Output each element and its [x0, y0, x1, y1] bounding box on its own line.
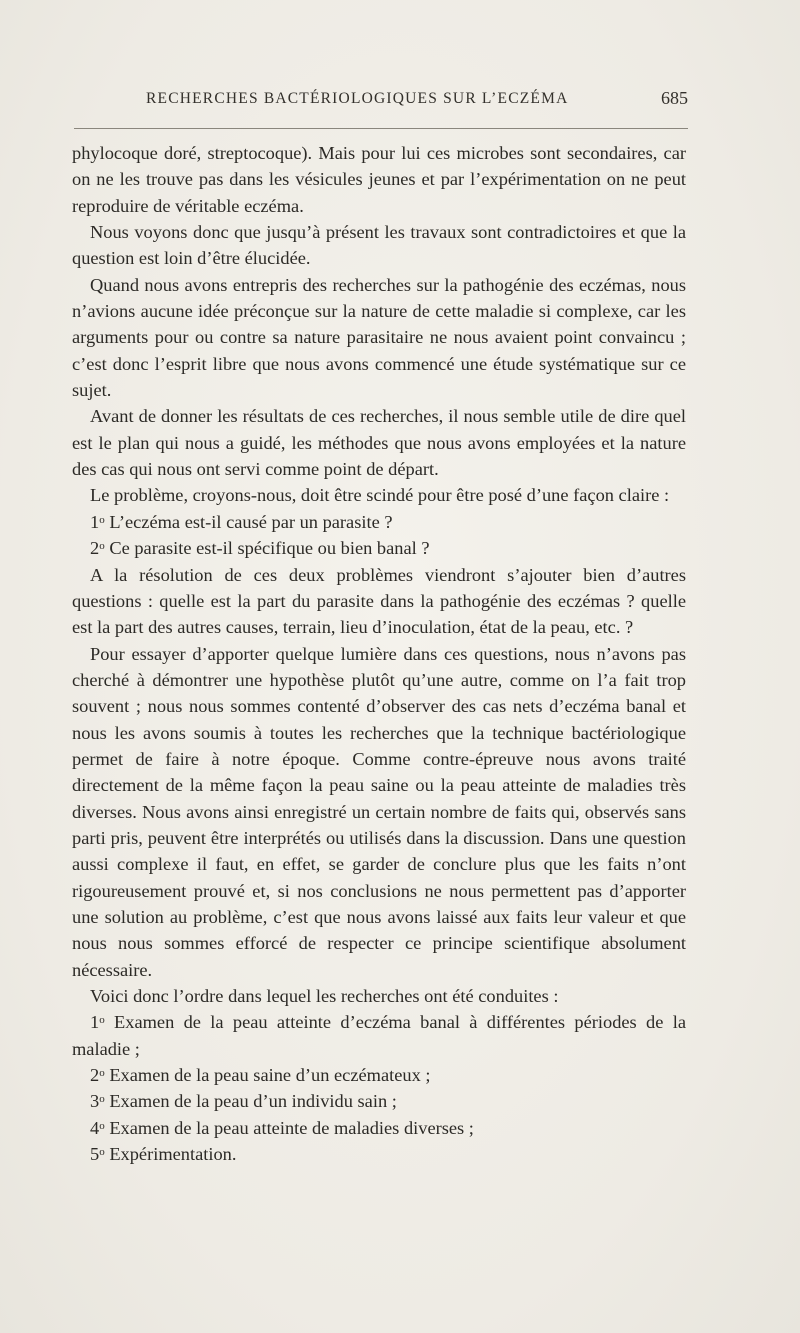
step-4-ordinal: o	[99, 1119, 105, 1132]
paragraph-4: Avant de donner les résultats de ces recherches, il nous semble utile de dire quel est le plan qui nous a guidé, les méthodes que nous avons employées et la nature des cas qui nous ont servi comme point de départ.	[72, 406, 686, 480]
paragraph-7: Pour essayer d’apporter quelque lumière dans ces questions, nous n’avons pas cherché à démontrer une hypothèse plutôt qu’une autre, comme on l’a fait trop souvent ; nous nous sommes contenté d’observer des cas nets d’eczéma banal et nous les avons soumis à toutes les recherches que la technique bactériologique permet de faire à notre époque. Comme contre-épreuve nous avons traité directement de la même façon la peau saine ou la peau atteinte de maladies très diverses. Nous avons ainsi enregistré un certain nombre de faits qui, observés sans parti pris, peuvent être interprétés ou utilisés dans la discussion. Dans une question aussi complexe il faut, en effet, se garder de conclure plus que les faits n’ont rigoureusement prouvé et, si nos conclusions ne nous permettent pas d’apporter une solution au problème, c’est que nous avons laissé aux faits leur valeur et que nous nous sommes efforcé de respecter ce principe scientifique absolument nécessaire.	[72, 643, 686, 980]
step-1-text: Examen de la peau atteinte d’eczéma banal à différentes périodes de la maladie ;	[72, 1012, 686, 1059]
paragraph-5: Le problème, croyons-nous, doit être scindé pour être posé d’une façon claire :	[90, 485, 670, 506]
paragraph-1: phylocoque doré, streptocoque). Mais pour lui ces microbes sont secondaires, car on ne les trouve pas dans les vésicules jeunes et par l’expérimentation on ne peut reproduire de véritable eczéma.	[72, 143, 686, 216]
paragraph-6: A la résolution de ces deux problèmes viendront s’ajouter bien d’autres questions : quelle est la part du parasite dans la pathogénie des eczémas ? quelle est la part des autres causes, terrain, lieu d’inoculation, état de la peau, etc. ?	[72, 564, 686, 638]
step-2-number: 2	[90, 1065, 100, 1086]
page-header	[72, 88, 688, 116]
step-4-number: 4	[90, 1117, 100, 1138]
step-3-number: 3	[90, 1091, 100, 1112]
question-2-number: 2	[90, 538, 100, 559]
question-1	[72, 509, 686, 535]
body-text	[72, 140, 686, 1167]
step-2-text: Examen de la peau saine d’un eczémateux ;	[109, 1065, 431, 1086]
page-number: 685	[661, 88, 688, 108]
step-3	[72, 1088, 686, 1114]
step-2	[72, 1062, 686, 1088]
step-5-ordinal: o	[99, 1146, 105, 1159]
header-rule	[74, 128, 688, 129]
step-5-number: 5	[90, 1144, 100, 1165]
step-5-text: Expérimentation.	[109, 1144, 237, 1165]
step-4	[72, 1115, 686, 1141]
question-1-text: L’eczéma est-il causé par un parasite ?	[109, 511, 393, 532]
step-3-ordinal: o	[99, 1093, 105, 1106]
paragraph-2: Nous voyons donc que jusqu’à présent les travaux sont contradictoires et que la question est loin d’être élucidée.	[72, 222, 686, 269]
step-5	[72, 1141, 686, 1167]
running-title: RECHERCHES BACTÉRIOLOGIQUES SUR L’ECZÉMA	[146, 90, 569, 107]
step-1-ordinal: o	[99, 1014, 105, 1027]
question-2-text: Ce parasite est-il spécifique ou bien banal ?	[109, 538, 430, 559]
step-1	[72, 1009, 686, 1062]
step-4-text: Examen de la peau atteinte de maladies diverses ;	[109, 1117, 474, 1138]
step-3-text: Examen de la peau d’un individu sain ;	[109, 1091, 397, 1112]
question-2-ordinal: o	[99, 540, 105, 553]
step-1-number: 1	[90, 1012, 100, 1033]
question-2	[72, 535, 686, 561]
step-2-ordinal: o	[99, 1067, 105, 1080]
paragraph-8: Voici donc l’ordre dans lequel les recherches ont été conduites :	[90, 986, 559, 1006]
question-1-ordinal: o	[99, 513, 105, 526]
paragraph-3: Quand nous avons entrepris des recherches sur la pathogénie des eczémas, nous n’avions aucune idée préconçue sur la nature de cette maladie si complexe, car les arguments pour ou contre sa nature parasitaire ne nous avaient point convaincu ; c’est donc l’esprit libre que nous avons commencé une étude systématique sur ce sujet.	[72, 274, 686, 401]
question-1-number: 1	[90, 511, 100, 532]
